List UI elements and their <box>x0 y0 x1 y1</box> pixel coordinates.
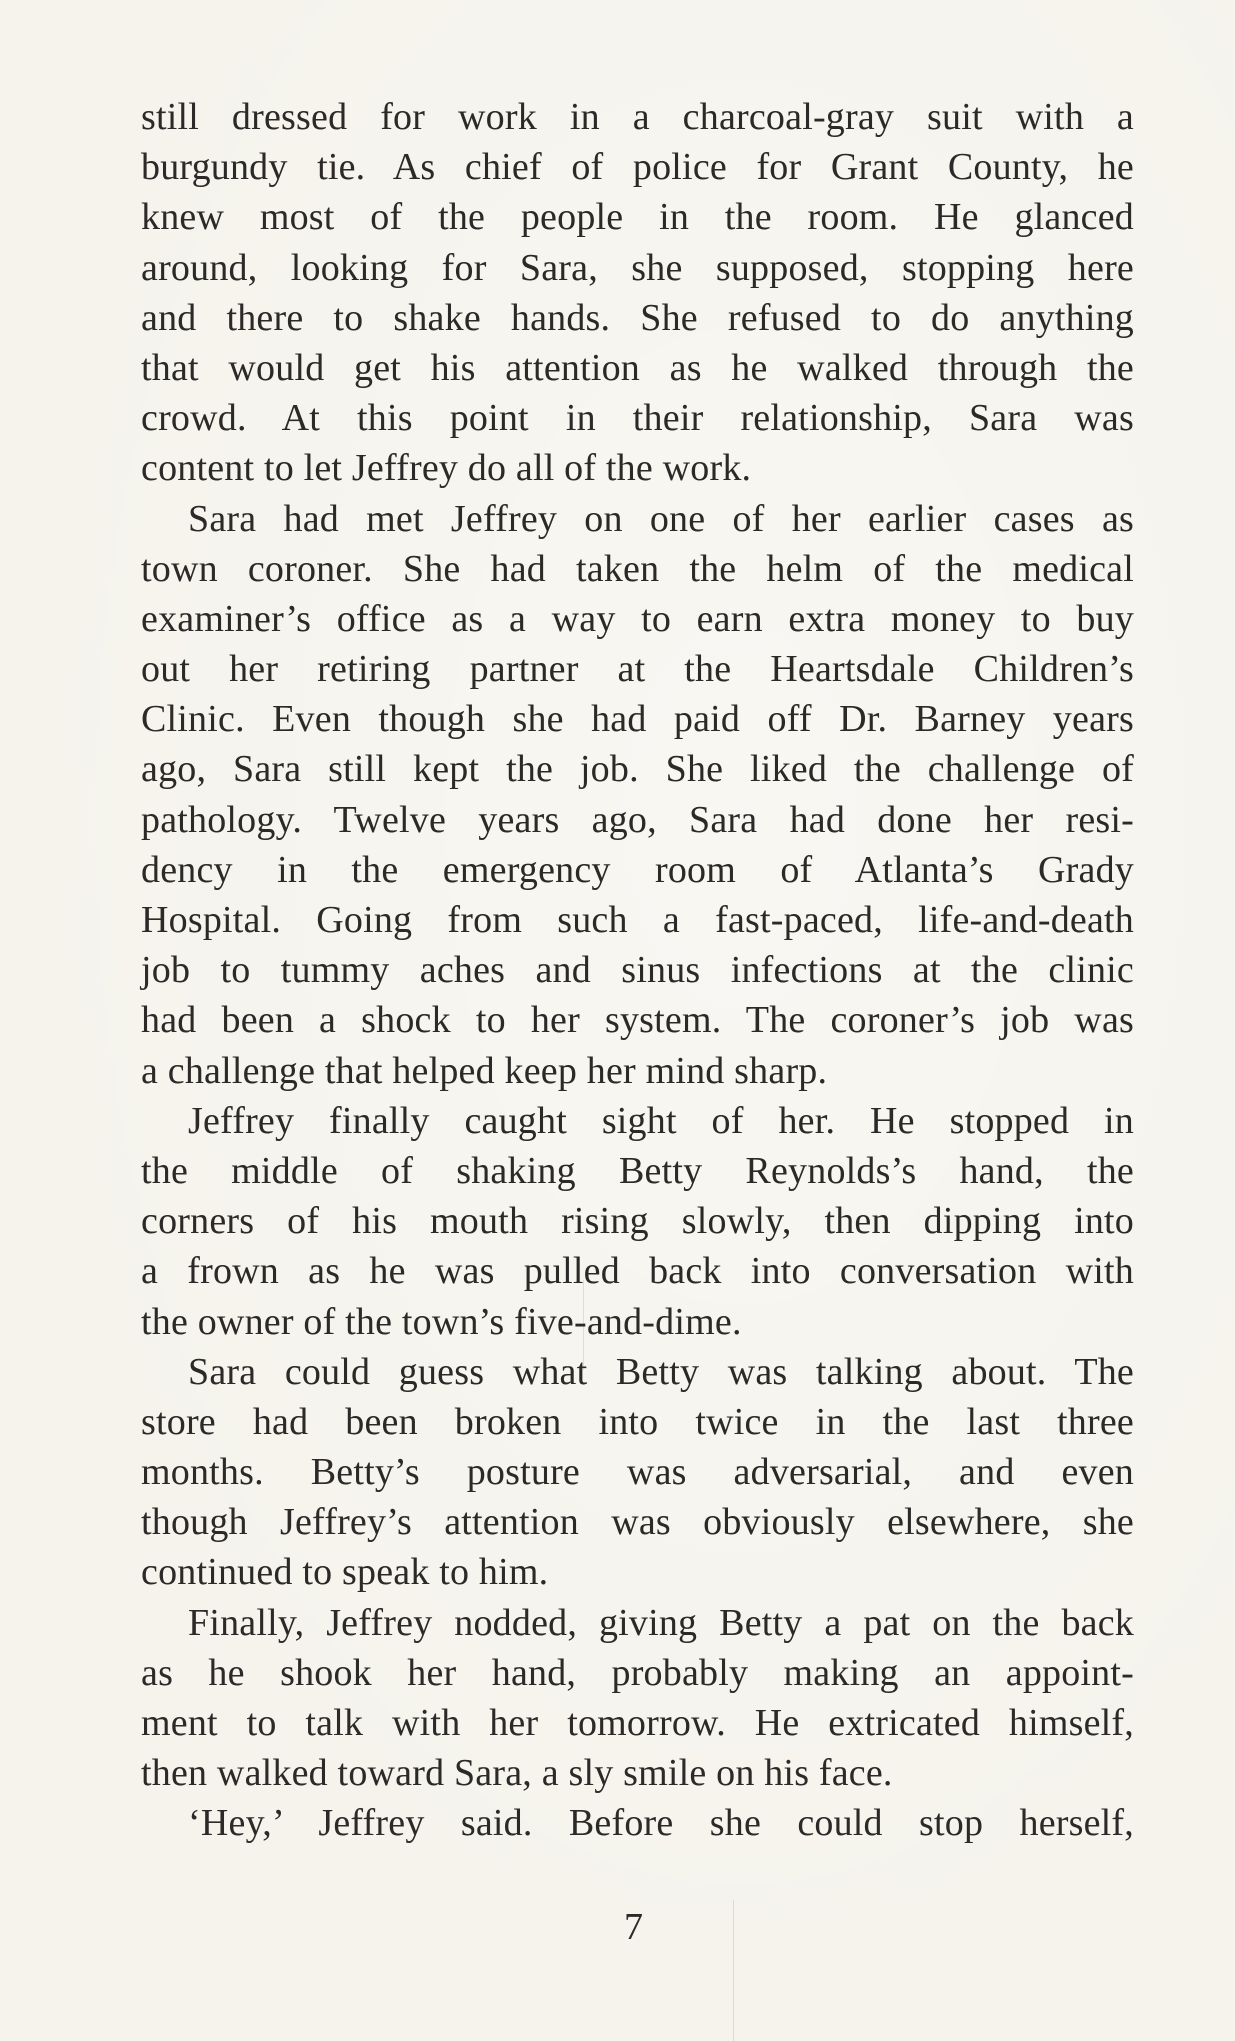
text-line: dency in the emergency room of Atlanta’s Grady <box>141 848 1134 891</box>
text-line: job to tummy aches and sinus infections at the clinic <box>141 949 1134 992</box>
text-line: ment to talk with her tomorrow. He extricated himself, <box>141 1702 1134 1744</box>
text-line: and there to shake hands. She refused to do anything <box>141 296 1134 339</box>
text-line: the owner of the town’s five-and-dime. <box>141 1300 742 1343</box>
text-line: burgundy tie. As chief of police for Grant County, he <box>141 146 1134 189</box>
text-line: Jeffrey finally caught sight of her. He stopped in <box>188 1099 1134 1142</box>
text-line: around, looking for Sara, she supposed, stopping here <box>141 246 1134 289</box>
text-line: Sara had met Jeffrey on one of her earlier cases as <box>188 497 1134 540</box>
text-line: as he shook her hand, probably making an appoint- <box>141 1651 1134 1694</box>
text-line: examiner’s office as a way to earn extra money to buy <box>141 597 1134 640</box>
text-line: town coroner. She had taken the helm of the medical <box>141 547 1134 590</box>
page-number: 7 <box>624 1906 643 1948</box>
text-line: a frown as he was pulled back into conversation with <box>141 1250 1134 1293</box>
text-line: months. Betty’s posture was adversarial, and even <box>141 1451 1134 1494</box>
text-line: Finally, Jeffrey nodded, giving Betty a pat on the back <box>188 1601 1134 1644</box>
text-line: though Jeffrey’s attention was obviously elsewhere, she <box>141 1501 1134 1544</box>
text-line: then walked toward Sara, a sly smile on his face. <box>141 1752 893 1795</box>
text-line: out her retiring partner at the Heartsdale Children’s <box>141 648 1134 691</box>
text-line: knew most of the people in the room. He glanced <box>141 196 1134 239</box>
text-line: the middle of shaking Betty Reynolds’s hand, the <box>141 1149 1134 1192</box>
text-line: Sara could guess what Betty was talking about. The <box>188 1350 1134 1393</box>
text-line: still dressed for work in a charcoal-gray suit with a <box>141 96 1134 138</box>
text-line: a challenge that helped keep her mind sharp. <box>141 1049 828 1092</box>
text-line: store had been broken into twice in the last three <box>141 1400 1134 1443</box>
text-line: ‘Hey,’ Jeffrey said. Before she could stop herself, <box>188 1802 1134 1845</box>
text-line: continued to speak to him. <box>141 1551 549 1594</box>
text-line: content to let Jeffrey do all of the work. <box>141 447 752 490</box>
text-line: had been a shock to her system. The coroner’s job was <box>141 999 1134 1042</box>
text-line: Clinic. Even though she had paid off Dr. Barney years <box>141 698 1134 741</box>
text-line: corners of his mouth rising slowly, then dipping into <box>141 1200 1134 1243</box>
text-line: Hospital. Going from such a fast-paced, life-and-death <box>141 899 1134 941</box>
text-line: crowd. At this point in their relationship, Sara was <box>141 397 1134 440</box>
body-text <box>141 92 1134 1849</box>
text-line: ago, Sara still kept the job. She liked the challenge of <box>141 748 1134 791</box>
text-line: pathology. Twelve years ago, Sara had done her resi- <box>141 798 1134 841</box>
text-line: that would get his attention as he walked through the <box>141 346 1134 389</box>
